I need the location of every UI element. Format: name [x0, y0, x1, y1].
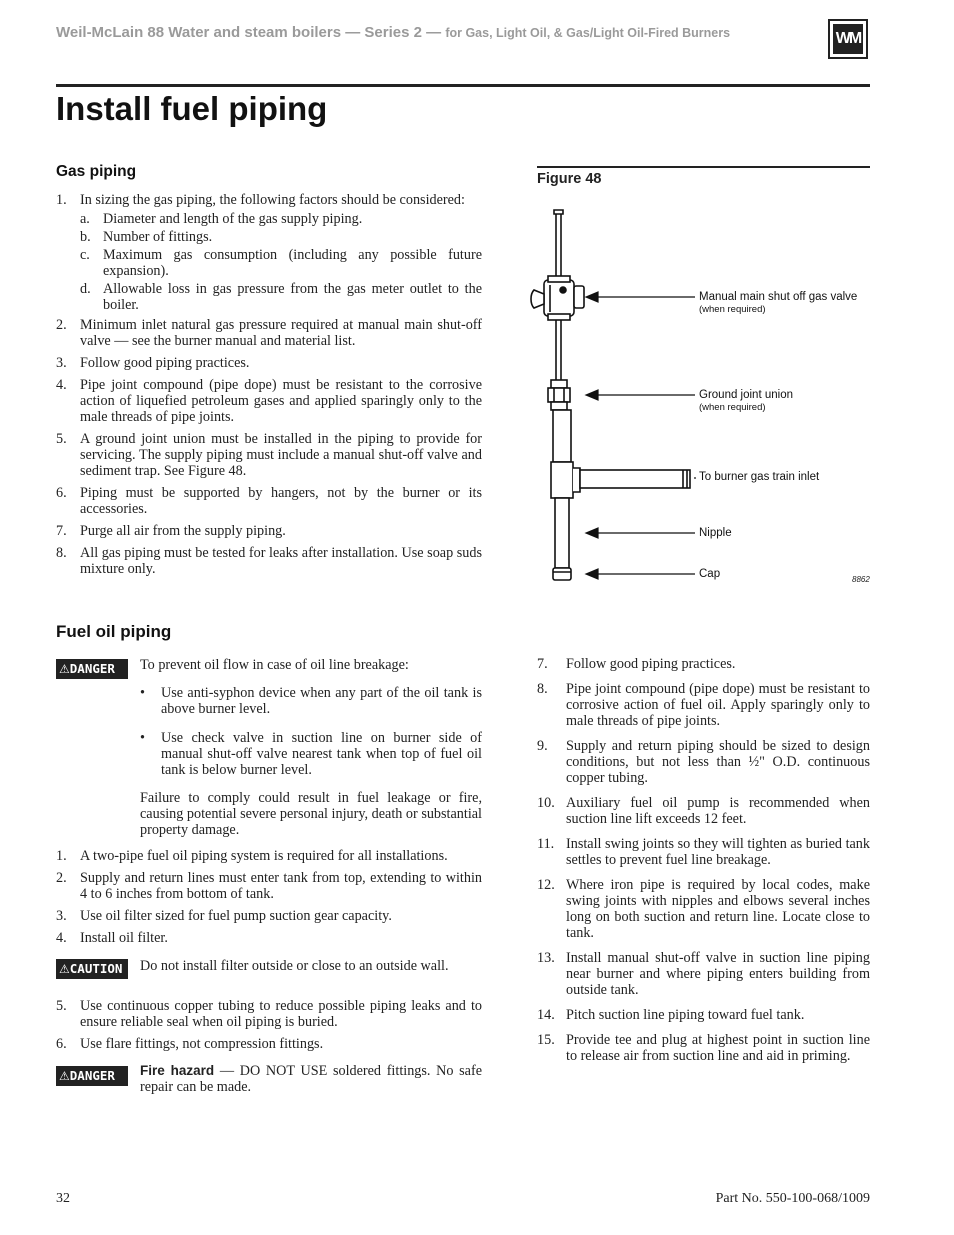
sub-item: [80, 229, 482, 245]
item-text: A two-pipe fuel oil piping system is required for all installations.: [80, 848, 448, 864]
list-item: [537, 1007, 870, 1023]
list-item: [537, 681, 870, 729]
callout-note: (when required): [699, 304, 766, 315]
sub-item: [80, 281, 482, 313]
item-number: 2.: [56, 870, 67, 886]
item-text: Provide tee and plug at highest point in suction line to release air from suction line and aid in priming.: [566, 1032, 870, 1064]
item-number: 12.: [537, 877, 555, 893]
item-text: Follow good piping practices.: [80, 355, 250, 371]
item-text: Use flare fittings, not compression fittings.: [80, 1036, 324, 1052]
sub-item: [80, 211, 482, 227]
running-title: Weil-McLain 88 Water and steam boilers — Series 2 —: [56, 24, 442, 41]
list-item: [56, 1036, 482, 1052]
list-item: [56, 192, 482, 208]
figure-code: 8862: [852, 575, 870, 584]
item-number: 3.: [56, 355, 67, 371]
item-text: Pipe joint compound (pipe dope) must be resistant to the corrosive action of liquefied petroleum gases and applied sparingly only to the male threads of pipe joints.: [80, 377, 482, 425]
item-text: Install swing joints so they will tighten as buried tank settles to prevent fuel line breakage.: [566, 836, 870, 868]
page-title: Install fuel piping: [56, 90, 328, 127]
list-item: [56, 485, 482, 517]
item-number: 14.: [537, 1007, 555, 1023]
item-number: 5.: [56, 431, 67, 447]
brand-logo: [828, 19, 868, 59]
item-text: Pitch suction line piping toward fuel tank.: [566, 1007, 805, 1023]
list-item: [56, 998, 482, 1030]
sub-item: [80, 247, 482, 279]
danger-intro: To prevent oil flow in case of oil line breakage:: [140, 657, 409, 673]
item-text: Purge all air from the supply piping.: [80, 523, 286, 539]
list-item: [56, 930, 482, 946]
caution-text: Do not install filter outside or close to an outside wall.: [140, 958, 449, 974]
bullet-icon: •: [140, 730, 145, 746]
list-item: [56, 908, 482, 924]
danger-notice: [140, 657, 482, 838]
fire-hazard-lead: Fire hazard: [140, 1063, 215, 1078]
list-item: [537, 656, 870, 672]
callout-union: [699, 389, 793, 413]
item-number: 10.: [537, 795, 555, 811]
callout-note: (when required): [699, 402, 766, 413]
bullet-text: Use anti-syphon device when any part of the oil tank is above burner level.: [161, 685, 482, 717]
item-number: 8.: [537, 681, 548, 697]
warning-triangle-icon: ⚠: [59, 1069, 70, 1083]
danger-bullet: [140, 730, 482, 778]
list-item: [537, 1032, 870, 1064]
item-text: Minimum inlet natural gas pressure required at manual main shut-off valve — see the burner manual and material list.: [80, 317, 482, 349]
caution-badge: [56, 959, 128, 979]
fuel-oil-list-a: [56, 848, 482, 946]
danger-warning: Failure to comply could result in fuel leakage or fire, causing potential severe personal injury, death or substantial property damage.: [140, 790, 482, 838]
danger-bullet: [140, 685, 482, 717]
list-item: [56, 377, 482, 425]
running-header: [56, 24, 730, 41]
item-text: Supply and return piping should be sized to design conditions, but not less than ½" O.D. continuous copper tubing.: [566, 738, 870, 786]
item-text: Use continuous copper tubing to reduce possible piping leaks and to ensure reliable seal when oil piping is buried.: [80, 998, 482, 1030]
item-text: All gas piping must be tested for leaks after installation. Use soap suds mixture only.: [80, 545, 482, 577]
callout-label: Manual main shut off gas valve: [699, 291, 858, 303]
sub-item-letter: b.: [80, 229, 91, 245]
bullet-icon: •: [140, 685, 145, 701]
fire-hazard-notice: [140, 1063, 482, 1095]
item-number: 6.: [56, 1036, 67, 1052]
danger-badge: [56, 659, 128, 679]
arrowhead-valve: [586, 292, 598, 302]
badge-label: CAUTION: [69, 961, 123, 976]
item-text: Pipe joint compound (pipe dope) must be resistant to corrosive action of fuel oil. Apply sparingly only to male threads of pipe joints.: [566, 681, 870, 729]
item-number: 8.: [56, 545, 67, 561]
callout-cap: Cap: [699, 568, 721, 580]
badge-label: DANGER: [69, 1068, 115, 1083]
fuel-oil-heading: Fuel oil piping: [56, 622, 172, 641]
item-text: Install oil filter.: [80, 930, 168, 946]
list-item: [56, 317, 482, 349]
warning-triangle-icon: ⚠: [59, 662, 70, 676]
part-number: Part No. 550-100-068/1009: [715, 1191, 870, 1206]
item-number: 15.: [537, 1032, 555, 1048]
list-item: [56, 431, 482, 479]
figure-rule: [537, 166, 870, 168]
item-number: 1.: [56, 192, 67, 208]
figure-label: Figure 48: [537, 171, 602, 187]
item-number: 7.: [537, 656, 548, 672]
item-number: 6.: [56, 485, 67, 501]
list-item: [56, 870, 482, 902]
gas-piping-list: [56, 192, 482, 577]
callout-valve: [699, 291, 857, 315]
logo-mark: WM: [833, 24, 863, 54]
badge-label: DANGER: [69, 661, 115, 676]
list-item: [56, 523, 482, 539]
list-item: [56, 545, 482, 577]
item-number: 4.: [56, 930, 67, 946]
fire-hazard-text: — DO NOT USE soldered fittings. No safe repair can be made.: [140, 1063, 483, 1095]
sub-item-letter: a.: [80, 211, 90, 227]
sub-item-text: Maximum gas consumption (including any possible future expansion).: [103, 247, 482, 279]
item-text: Supply and return lines must enter tank from top, extending to within 4 to 6 inches from bottom of tank.: [80, 870, 482, 902]
arrowhead-cap: [586, 569, 598, 579]
item-number: 7.: [56, 523, 67, 539]
gas-piping-heading: Gas piping: [56, 163, 137, 180]
item-number: 5.: [56, 998, 67, 1014]
item-text: Follow good piping practices.: [566, 656, 736, 672]
running-subtitle: for Gas, Light Oil, & Gas/Light Oil-Fired Burners: [445, 26, 731, 40]
item-number: 1.: [56, 848, 67, 864]
callout-burner-inlet: To burner gas train inlet: [699, 471, 820, 483]
arrowhead-nipple: [586, 528, 598, 538]
item-text: Use oil filter sized for fuel pump suction gear capacity.: [80, 908, 392, 924]
item-number: 4.: [56, 377, 67, 393]
item-text: Install manual shut-off valve in suction line piping near burner and where piping enters building from outside tank.: [566, 950, 870, 998]
item-text: A ground joint union must be installed in the piping to provide for servicing. The supply piping must include a manual shut-off valve and sediment trap. See Figure 48.: [80, 431, 482, 479]
sub-item-text: Diameter and length of the gas supply piping.: [103, 211, 363, 227]
bullet-text: Use check valve in suction line on burner side of manual shut-off valve nearest tank when top of fuel oil tank is below burner level.: [161, 730, 482, 778]
fuel-oil-list-c: [537, 656, 870, 1064]
item-text: In sizing the gas piping, the following factors should be considered:: [80, 192, 465, 208]
list-item: [537, 877, 870, 941]
item-number: 13.: [537, 950, 555, 966]
item-number: 11.: [537, 836, 555, 852]
list-item: [537, 738, 870, 786]
item-number: 2.: [56, 317, 67, 333]
fuel-oil-list-b: [56, 998, 482, 1052]
sub-item-text: Allowable loss in gas pressure from the gas meter outlet to the boiler.: [103, 281, 482, 313]
sub-item-letter: c.: [80, 247, 90, 263]
item-number: 3.: [56, 908, 67, 924]
warning-triangle-icon: ⚠: [59, 962, 70, 976]
callout-label: Ground joint union: [699, 389, 793, 401]
arrowhead-union: [586, 390, 598, 400]
item-text: Piping must be supported by hangers, not by the burner or its accessories.: [80, 485, 482, 517]
item-number: 9.: [537, 738, 548, 754]
page-number: 32: [56, 1191, 70, 1206]
item-text: Where iron pipe is required by local codes, make swing joints with nipples and elbows several inches long on both suction and return line. Locate close to tank.: [566, 877, 870, 941]
danger-badge: [56, 1066, 128, 1086]
sub-item-letter: d.: [80, 281, 91, 297]
item-text: Auxiliary fuel oil pump is recommended when suction line lift exceeds 12 feet.: [566, 795, 870, 827]
sub-item-text: Number of fittings.: [103, 229, 213, 245]
list-item: [537, 795, 870, 827]
list-item: [56, 848, 482, 864]
list-item: [537, 836, 870, 868]
list-item: [56, 355, 482, 371]
list-item: [537, 950, 870, 998]
callout-nipple: Nipple: [699, 527, 732, 539]
header-rule: [56, 84, 870, 87]
